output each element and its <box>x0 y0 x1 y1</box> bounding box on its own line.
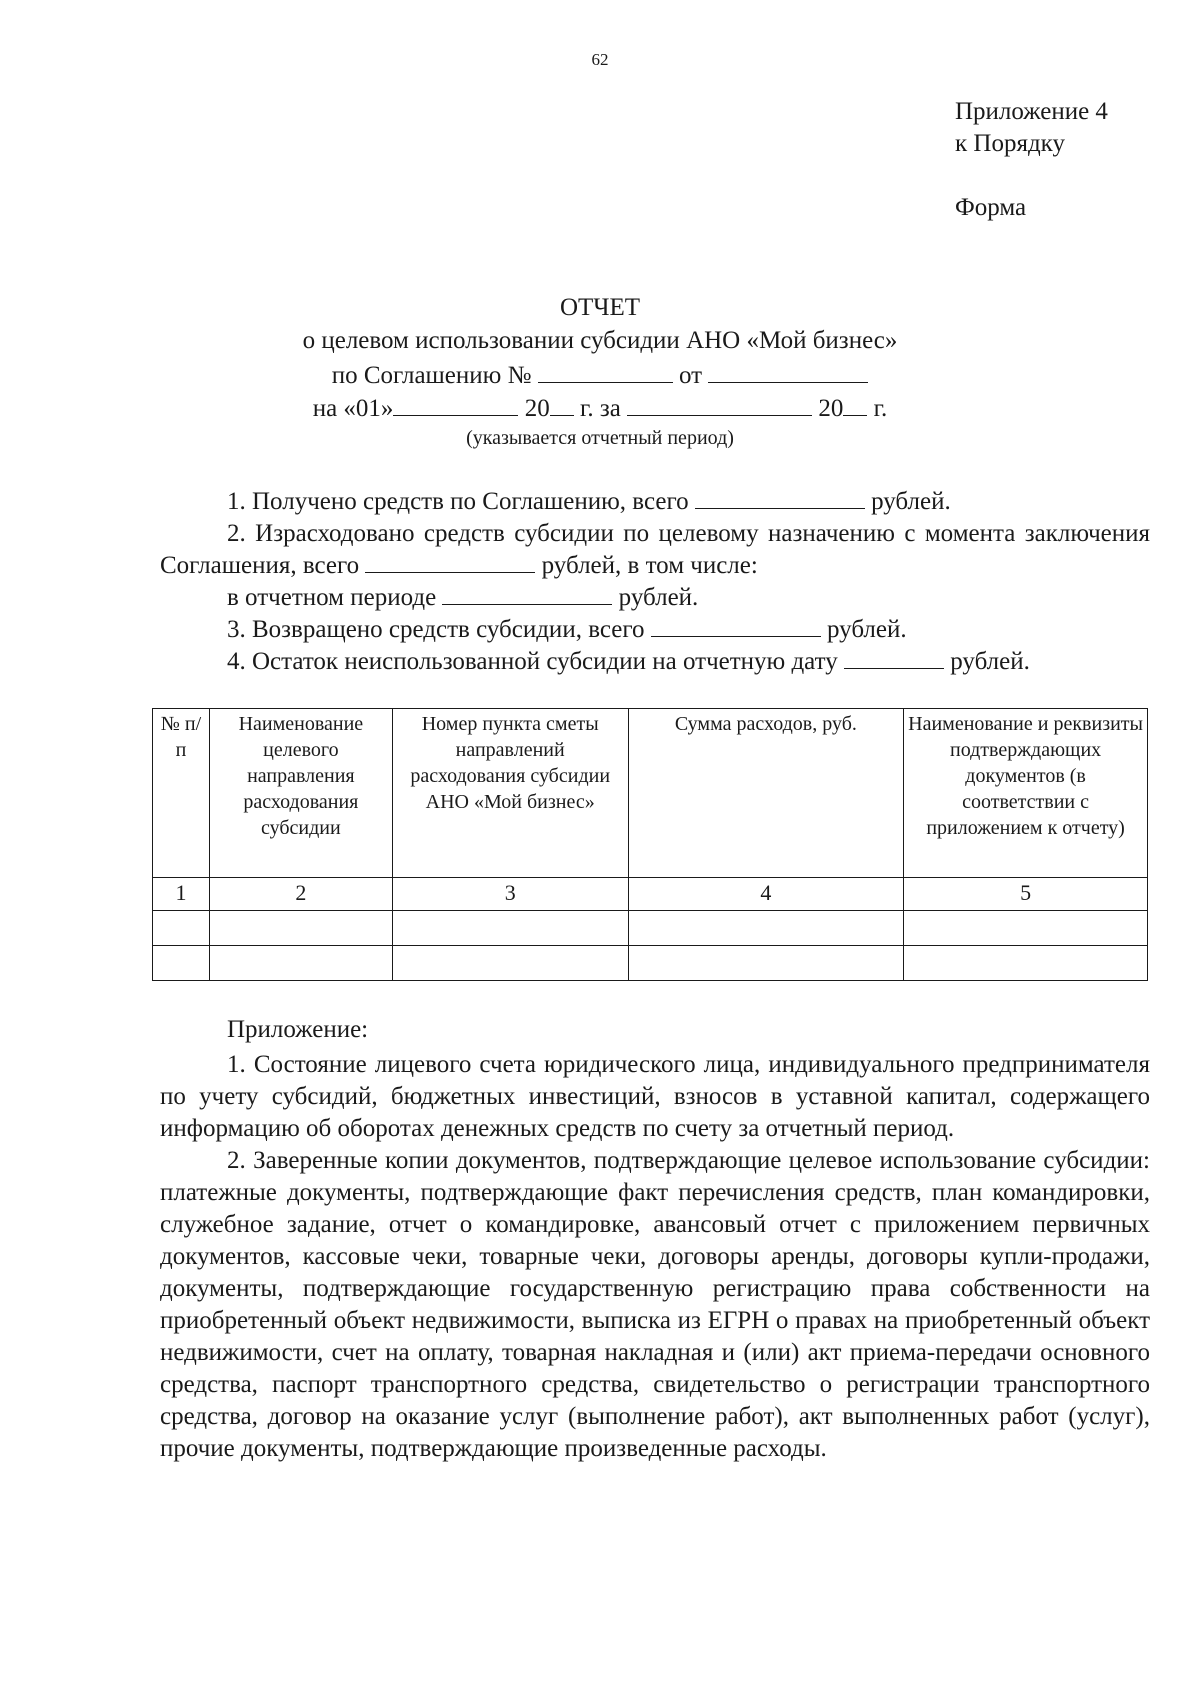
header-cell-number: № п/п <box>153 709 210 878</box>
item-spent-period-text: в отчетном периоде <box>227 584 437 611</box>
item-returned-unit: рублей. <box>826 616 907 643</box>
item-spent-unit: рублей, в том числе: <box>541 552 758 579</box>
table-row <box>153 911 1148 946</box>
year-suffix-1: г. за <box>579 395 621 422</box>
appendix-number: Приложение 4 <box>955 98 1108 125</box>
year-suffix-2: г. <box>873 395 888 422</box>
table-cell[interactable] <box>904 911 1148 946</box>
item-spent <box>160 518 1150 582</box>
item-balance-text: 4. Остаток неиспользованной субсидии на отчетную дату <box>227 648 838 675</box>
year-2-blank[interactable] <box>843 393 867 416</box>
agreement-number-blank[interactable] <box>538 360 673 383</box>
table-row <box>153 878 1148 911</box>
agreement-date-blank[interactable] <box>708 360 868 383</box>
appendix-reference <box>955 96 1108 160</box>
table-cell[interactable] <box>904 946 1148 981</box>
form-label: Форма <box>955 194 1027 221</box>
header-cell-documents: Наименование и реквизиты подтверждающих документов (в соответствии с приложением к отчету) <box>904 709 1148 878</box>
header-cell-estimate-item: Номер пункта сметы направлений расходования субсидии АНО «Мой бизнес» <box>392 709 628 878</box>
agreement-prefix: по Соглашению № <box>331 362 532 389</box>
item-returned-text: 3. Возвращено средств субсидии, всего <box>227 616 645 643</box>
table-cell[interactable] <box>209 911 392 946</box>
item-spent-period-unit: рублей. <box>618 584 699 611</box>
agreement-from: от <box>678 362 703 389</box>
period-line <box>0 393 1200 423</box>
header-cell-direction: Наименование целевого направления расходования субсидии <box>209 709 392 878</box>
appendix-order: к Порядку <box>955 130 1065 157</box>
period-note: (указывается отчетный период) <box>466 427 734 449</box>
table-cell[interactable] <box>153 946 210 981</box>
item-spent-period <box>160 582 1150 614</box>
item-received-text: 1. Получено средств по Соглашению, всего <box>227 488 689 515</box>
year-prefix-1: 20 <box>524 395 550 422</box>
column-number-cell: 3 <box>392 878 628 911</box>
table-row <box>153 946 1148 981</box>
item-received-unit: рублей. <box>871 488 951 515</box>
page-number: 62 <box>591 50 609 69</box>
item-spent-period-blank[interactable] <box>442 582 612 605</box>
table-cell[interactable] <box>628 911 904 946</box>
table-cell[interactable] <box>392 911 628 946</box>
item-balance <box>160 646 1150 678</box>
period-blank[interactable] <box>627 393 812 416</box>
table-cell[interactable] <box>153 911 210 946</box>
column-number-cell: 4 <box>628 878 904 911</box>
appendix-item-2: 2. Заверенные копии документов, подтверждающие целевое использование субсидии: платежные документы, подтверждающие факт перечисления средств, план командировки, служебное задание, отчет о командировке, авансовый отчет с приложением первичных документов, кассовые чеки, товарные чеки, договоры аренды, договоры купли-продажи, документы, подтверждающие государственную регистрацию права собственности на приобретенный объект недвижимости, выписка из ЕГРН о правах на приобретенный объект недвижимости, счет на оплату, товарная накладная и (или) акт приема-передачи основного средства, паспорт транспортного средства, свидетельство о регистрации транспортного средства, договор на оказание услуг (выполнение работ), акт выполненных работ (услуг), прочие документы, подтверждающие произведенные расходы. <box>160 1147 1150 1462</box>
report-subtitle: о целевом использовании субсидии АНО «Мой бизнес» <box>302 327 898 354</box>
appendix-list <box>160 1049 1150 1465</box>
table-cell[interactable] <box>209 946 392 981</box>
expense-table <box>152 708 1148 981</box>
column-number-cell: 1 <box>153 878 210 911</box>
report-items <box>160 486 1150 678</box>
table-header-row <box>153 709 1148 878</box>
agreement-line <box>0 360 1200 390</box>
report-title: ОТЧЕТ <box>559 294 641 321</box>
column-number-cell: 5 <box>904 878 1148 911</box>
table-cell[interactable] <box>392 946 628 981</box>
appendix-title: Приложение: <box>227 1016 369 1043</box>
year-prefix-2: 20 <box>818 395 844 422</box>
item-returned-blank[interactable] <box>651 614 821 637</box>
item-balance-blank[interactable] <box>844 646 944 669</box>
item-received-blank[interactable] <box>695 486 865 509</box>
item-spent-blank[interactable] <box>365 550 535 573</box>
item-returned <box>160 614 1150 646</box>
table-cell[interactable] <box>628 946 904 981</box>
date-prefix: на «01» <box>312 395 394 422</box>
appendix-item-1: 1. Состояние лицевого счета юридического лица, индивидуального предпринимателя по учету субсидий, бюджетных инвестиций, взносов в уставной капитал, содержащего информацию об оборотах денежных средств по счету за отчетный период. <box>160 1051 1150 1142</box>
date-month-blank[interactable] <box>393 393 518 416</box>
column-number-cell: 2 <box>209 878 392 911</box>
item-received <box>160 486 1150 518</box>
header-cell-amount: Сумма расходов, руб. <box>628 709 904 878</box>
year-1-blank[interactable] <box>550 393 574 416</box>
item-spent-text: 2. Израсходовано средств субсидии по целевому назначению с момента заключения Соглашения, всего <box>160 520 1150 579</box>
item-balance-unit: рублей. <box>950 648 1030 675</box>
